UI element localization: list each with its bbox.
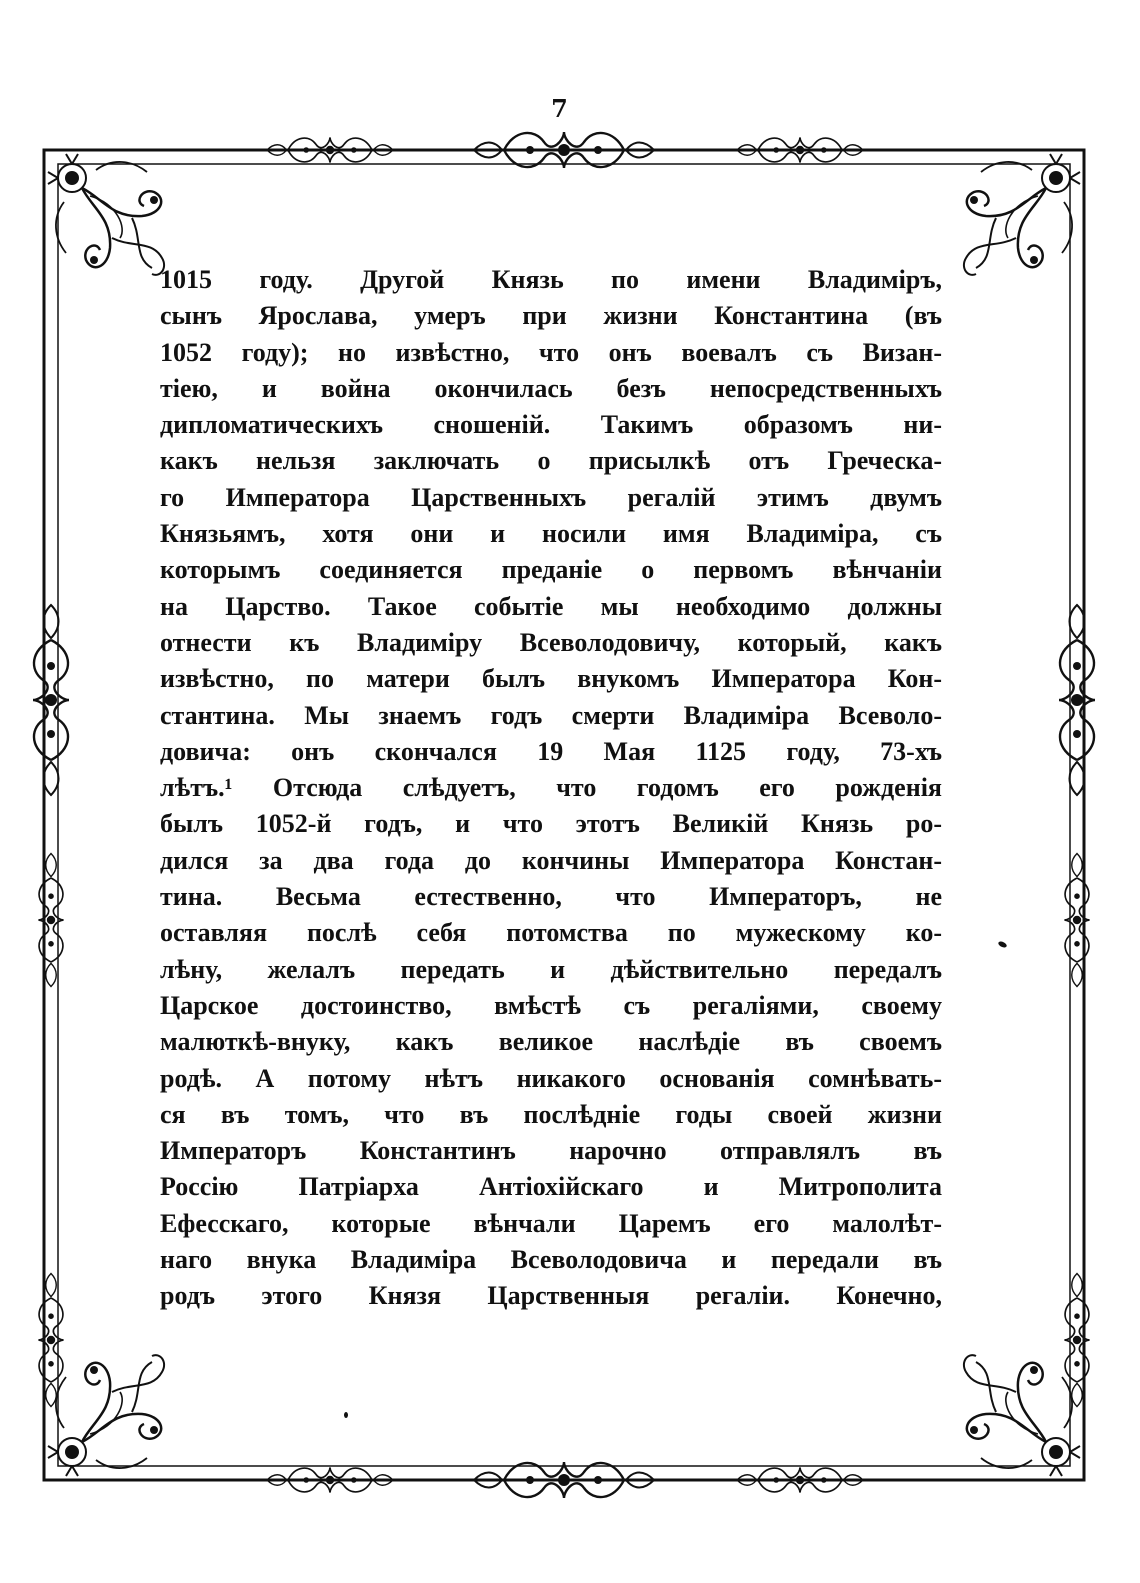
text-line: тiею, и война окончилась безъ непосредственныхъ [160, 373, 942, 403]
left-side-ornament-lower [38, 854, 63, 987]
text-line: тина. Весьма естественно, что Императоръ, не [160, 882, 942, 912]
corner-ornament-top-right [964, 154, 1080, 275]
text-line: Императоръ Константинъ нарочно отправлялъ въ [160, 1136, 942, 1166]
page-number: 7 [551, 94, 569, 123]
text-line: лѣтъ.¹ Отсюда слѣдуетъ, что годомъ его рожденiя [160, 773, 942, 803]
text-line: стантина. Мы знаемъ годъ смерти Владимiра Всеволо- [160, 700, 942, 730]
text-line: довича: онъ скончался 19 Мая 1125 году, 73-хъ [160, 736, 942, 766]
scan-speck [344, 1412, 348, 1418]
text-line: дился за два года до кончины Императора Констан- [160, 845, 942, 875]
text-line: родѣ. А потому нѣтъ никакого основанiя сомнѣвать- [160, 1063, 942, 1093]
corner-ornament-bottom-left [48, 1355, 164, 1476]
text-line: которымъ соединяется преданiе о первомъ вѣнчанiи [160, 555, 942, 585]
text-line: родъ этого Князя Царственныя регалiи. Конечно, [160, 1281, 942, 1311]
text-line: го Императора Царственныхъ регалiй этимъ двумъ [160, 482, 942, 512]
right-side-ornament-upper [1059, 605, 1095, 795]
corner-ornament-top-left [48, 154, 164, 275]
top-center-ornament [474, 132, 654, 168]
text-line: наго внука Владимiра Всеволодовича и передали въ [160, 1245, 942, 1275]
text-line: Россiю Патрiарха Антiохiйскаго и Митрополита [160, 1172, 942, 1202]
text-line: оставляя послѣ себя потомства по мужескому ко- [160, 918, 942, 948]
text-line: Князьямъ, хотя они и носили имя Владимiра, съ [160, 519, 942, 549]
text-line: на Царство. Такое событiе мы необходимо должны [160, 591, 942, 621]
text-line: малюткѣ-внуку, какъ великое наслѣдiе въ своемъ [160, 1027, 942, 1057]
right-side-ornament-lower [1064, 854, 1089, 987]
text-line: 1052 году); но извѣстно, что онъ воевалъ съ Визан- [160, 337, 942, 367]
text-line: отнести къ Владимiру Всеволодовичу, который, какъ [160, 627, 942, 657]
bottom-left-ornament [267, 1467, 393, 1492]
text-line: Ефесскаго, которые вѣнчали Царемъ его малолѣт- [160, 1208, 942, 1238]
text-line: дипломатическихъ сношенiй. Такимъ образомъ ни- [160, 410, 942, 440]
text-line: Царское достоинство, вмѣстѣ съ регалiями, своему [160, 990, 942, 1020]
text-line: былъ 1052-й годъ, и что этотъ Великiй Князь ро- [160, 809, 942, 839]
text-line: ся въ томъ, что въ послѣднiе годы своей жизни [160, 1099, 942, 1129]
text-line: сынъ Ярослава, умеръ при жизни Константина (въ [160, 301, 942, 331]
bottom-right-ornament [737, 1467, 863, 1492]
body-text [160, 262, 942, 1315]
text-line: какъ нельзя заключать о присылкѣ отъ Греческа- [160, 446, 942, 476]
corner-ornament-bottom-right [964, 1355, 1080, 1476]
text-line: 1015 году. Другой Князь по имени Владимiръ, [160, 265, 942, 294]
top-right-ornament [737, 137, 863, 162]
text-line: лѣну, желалъ передать и дѣйствительно передалъ [160, 954, 942, 984]
left-side-ornament-upper [33, 605, 69, 795]
top-left-ornament [267, 137, 393, 162]
text-line: извѣстно, по матери былъ внукомъ Императора Кон- [160, 664, 942, 694]
bottom-center-ornament [474, 1462, 654, 1498]
